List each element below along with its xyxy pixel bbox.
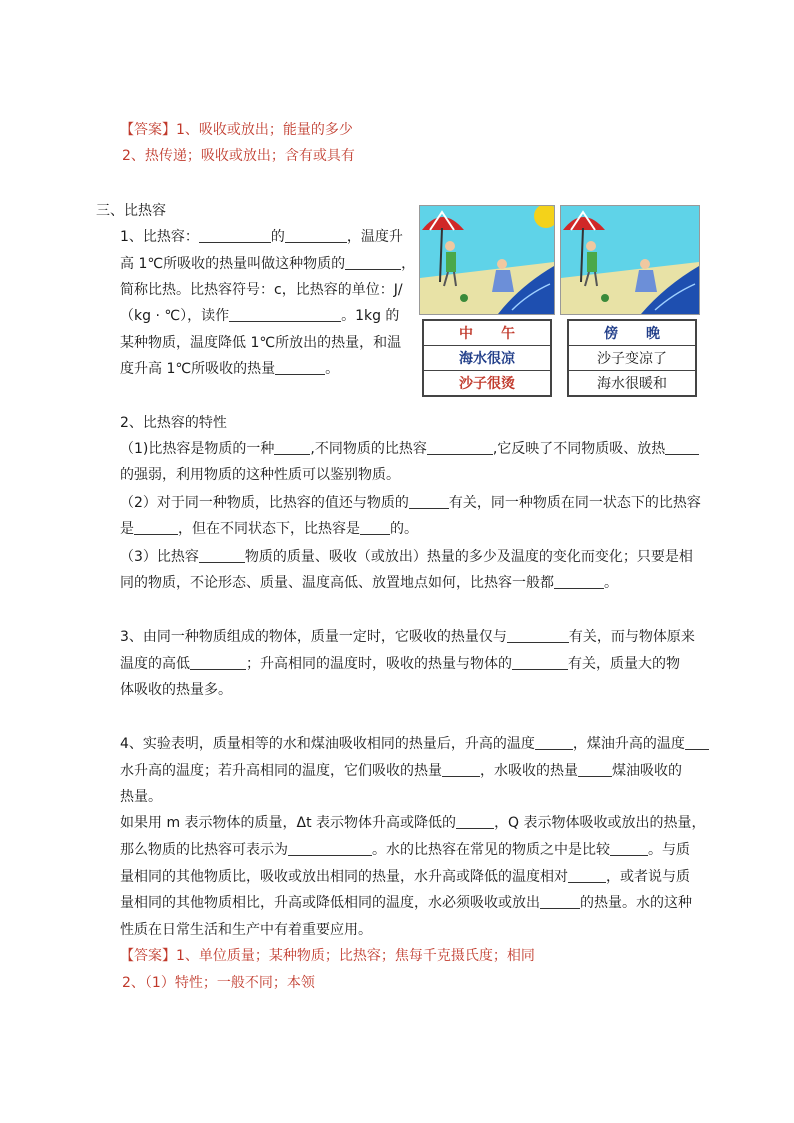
props-title: 2、比热容的特性 [120, 415, 227, 431]
props-line-2: 的强弱，利用物质的这种性质可以鉴别物质。 [120, 467, 400, 483]
item3-line-3: 体吸收的热量多。 [120, 682, 232, 698]
noon-row-2: 沙子很烫 [423, 371, 551, 397]
def-line-1: 1、比热容： 的 ，温度升 [120, 224, 403, 250]
item4-line-1: 4、实验表明，质量相等的水和煤油吸收相同的热量后，升高的温度 ，煤油升高的温度 [120, 731, 709, 757]
item4-line-3: 热量。 [120, 789, 162, 805]
props-line-4: 是 ，但在不同状态下，比热容是 的。 [120, 516, 418, 542]
evening-header: 傍 晚 [568, 320, 696, 346]
item4-line-5: 那么物质的比热容可表示为 。水的比热容在常见的物质之中是比较 。与质 [120, 837, 690, 863]
item3-line-1: 3、由同一种物质组成的物体，质量一定时，它吸收的热量仅与 有关，而与物体原来 [120, 624, 695, 650]
evening-table [567, 319, 697, 397]
item4-line-7: 量相同的其他物质相比，升高或降低相同的温度，水必须吸收或放出 的热量。水的这种 [120, 890, 692, 916]
answer2-line-2: 2、（1）特性；一般不同；本领 [122, 975, 315, 991]
answer-line-2: 2、热传递；吸收或放出；含有或具有 [122, 148, 355, 164]
props-line-5: （3）比热容 物质的质量、吸收（或放出）热量的多少及温度的变化而变化；只要是相 [120, 544, 693, 570]
answer-line-1: 【答案】1、吸收或放出；能量的多少 [120, 122, 353, 138]
beach-noon-illustration [419, 205, 555, 315]
def-line-4: （kg · ℃），读作 。1kg 的 [120, 303, 399, 329]
answer-tag: 【答案】 [120, 122, 176, 138]
item4-line-2: 水升高的温度；若升高相同的温度，它们吸收的热量 ，水吸收的热量 煤油吸收的 [120, 758, 682, 784]
item4-line-8: 性质在日常生活和生产中有着重要应用。 [120, 922, 372, 938]
def-line-5: 某种物质，温度降低 1℃所放出的热量，和温 [120, 335, 402, 351]
section-title: 三、比热容 [96, 203, 166, 219]
evening-row-2: 海水很暖和 [568, 371, 696, 397]
props-line-3: （2）对于同一种物质，比热容的值还与物质的 有关，同一种物质在同一状态下的比热容 [120, 490, 701, 516]
def-line-2: 高 1℃所吸收的热量叫做这种物质的 ， [120, 251, 415, 277]
noon-table [422, 319, 552, 397]
item4-line-4: 如果用 m 表示物体的质量，Δt 表示物体升高或降低的 ，Q 表示物体吸收或放出的热量， [120, 810, 706, 836]
noon-row-1: 海水很凉 [423, 346, 551, 371]
evening-row-1: 沙子变凉了 [568, 346, 696, 371]
noon-header: 中 午 [423, 320, 551, 346]
answer2-line-1: 【答案】1、单位质量；某种物质；比热容；焦每千克摄氏度；相同 [120, 948, 535, 964]
def-line-6: 度升高 1℃所吸收的热量 。 [120, 356, 339, 382]
props-line-1: （1)比热容是物质的一种 ,不同物质的比热容 ,它反映了不同物质吸、放热 [120, 436, 699, 462]
answer-tag: 【答案】 [120, 948, 176, 964]
props-line-6: 同的物质，不论形态、质量、温度高低、放置地点如何，比热容一般都 。 [120, 570, 618, 596]
beach-evening-illustration [560, 205, 700, 315]
def-line-3: 简称比热。比热容符号：c，比热容的单位：J/ [120, 282, 403, 298]
item4-line-6: 量相同的其他物质比，吸收或放出相同的热量，水升高或降低的温度相对 ，或者说与质 [120, 864, 690, 890]
item3-line-2: 温度的高低 ；升高相同的温度时，吸收的热量与物体的 有关，质量大的物 [120, 651, 680, 677]
